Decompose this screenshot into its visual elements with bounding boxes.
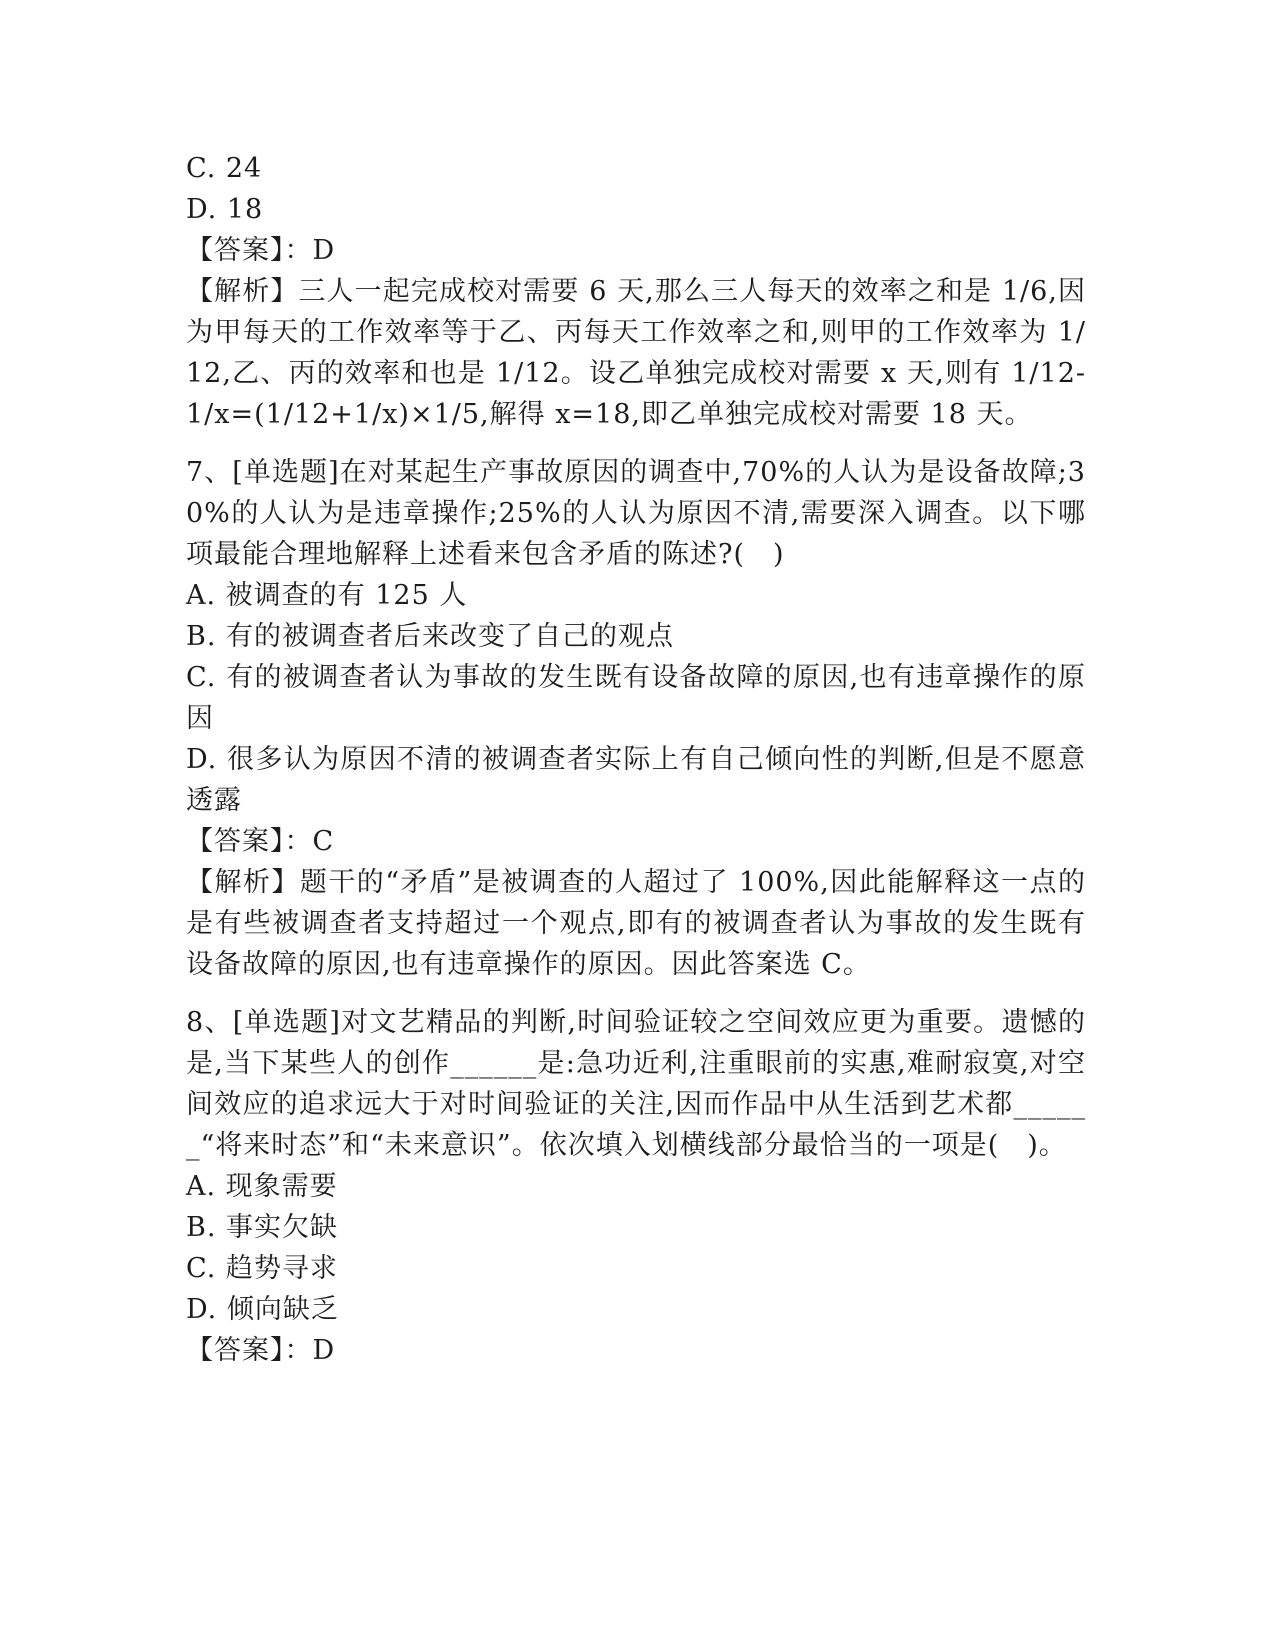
q8-option-b: B. 事实欠缺 — [186, 1212, 339, 1243]
q7-analysis: 【解析】题干的“矛盾”是被调查的人超过了 100%,因此能解释这一点的是有些被调查者支持超过一个观点,即有的被调查者认为事故的发生既有设备故障的原因,也有违章操作的原因。因此答案选 C。 — [186, 867, 1086, 980]
document-content — [186, 148, 1086, 1371]
q8-option-d: D. 倾向缺乏 — [186, 1294, 339, 1325]
q8-option-c: C. 趋势寻求 — [186, 1253, 338, 1284]
q6-option-c: C. 24 — [186, 153, 263, 184]
q8-stem: 8、[单选题]对文艺精品的判断,时间验证较之空间效应更为重要。遗憾的是,当下某些人的创作______是:急功近利,注重眼前的实惠,难耐寂寞,对空间效应的追求远大于对时间验证的关注,因而作品中从生活到艺术都______“将来时态”和“未来意识”。依次填入划横线部分最恰当的一项是( )。 — [186, 1007, 1086, 1161]
q7-option-b: B. 有的被调查者后来改变了自己的观点 — [186, 621, 675, 652]
q6-option-d: D. 18 — [186, 194, 264, 225]
q7-option-a: A. 被调查的有 125 人 — [186, 580, 468, 611]
question-divider — [186, 985, 1086, 1002]
q8-option-a: A. 现象需要 — [186, 1171, 338, 1202]
q7-stem: 7、[单选题]在对某起生产事故原因的调查中,70%的人认为是设备故障;30%的人认为是违章操作;25%的人认为原因不清,需要深入调查。以下哪项最能合理地解释上述看来包含矛盾的陈述?( ) — [186, 457, 1086, 570]
q8-answer: 【答案】：D — [186, 1335, 336, 1366]
q7-option-d: D. 很多认为原因不清的被调查者实际上有自己倾向性的判断,但是不愿意透露 — [186, 744, 1086, 816]
question-divider — [186, 435, 1086, 452]
q7-answer: 【答案】：C — [186, 826, 335, 857]
q6-analysis: 【解析】三人一起完成校对需要 6 天,那么三人每天的效率之和是 1/6,因为甲每天的工作效率等于乙、丙每天工作效率之和,则甲的工作效率为 1/12,乙、丙的效率和也是 1/12。设乙单独完成校对需要 x 天,则有 1/12-1/x=(1/12+1/x)×1/5,解得 x=18,即乙单独完成校对需要 18 天。 — [186, 276, 1086, 430]
q7-option-c: C. 有的被调查者认为事故的发生既有设备故障的原因,也有违章操作的原因 — [186, 662, 1086, 734]
q6-answer: 【答案】：D — [186, 235, 336, 266]
